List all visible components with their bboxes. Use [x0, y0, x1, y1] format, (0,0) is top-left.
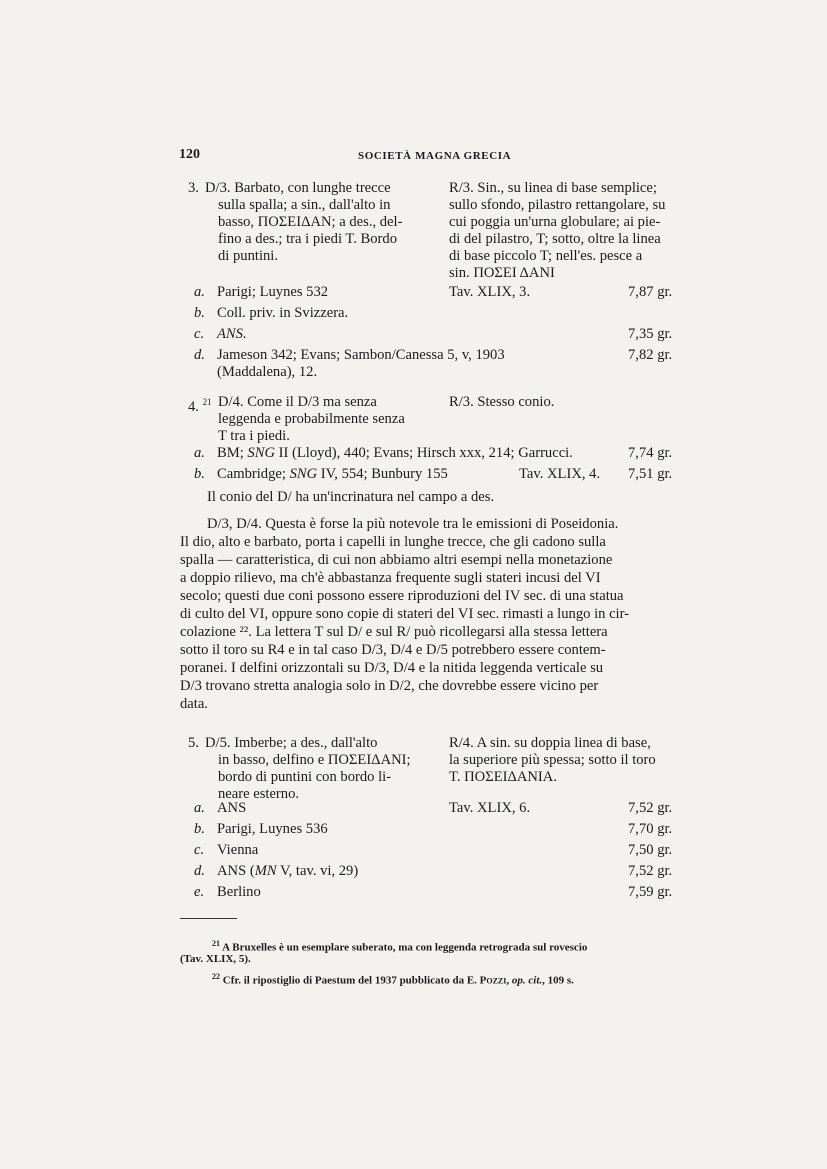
footnote-rule — [180, 918, 237, 919]
entry3-obverse — [205, 180, 402, 265]
weight: 7,87 gr. — [628, 284, 673, 300]
obverse-line: D/5. Imberbe; a des., dall'alto — [205, 735, 378, 751]
specimen-label: b. — [194, 305, 205, 321]
reverse-line: di del pilastro, T; sotto, oltre la linea — [449, 231, 661, 247]
obverse-line: D/4. Come il D/3 ma senza — [218, 394, 377, 410]
paragraph-line: di culto del VI, oppure sono copie di stateri del VI sec. rimasti a lungo in cir- — [180, 606, 630, 622]
weight: 7,51 gr. — [628, 466, 673, 482]
paragraph-line: data. — [180, 696, 208, 712]
paragraph-line: D/3 trovano stretta analogia solo in D/2, che dovrebbe essere vicino per — [180, 678, 599, 694]
obverse-line: leggenda e probabilmente senza — [218, 411, 405, 427]
specimen-text: ANS (MN V, tav. vi, 29) — [217, 863, 359, 879]
specimen-text: Parigi, Luynes 536 — [217, 821, 328, 837]
plate-ref: Tav. XLIX, 3. — [449, 284, 531, 300]
entry4-note: Il conio del D/ ha un'incrinatura nel campo a des. — [207, 489, 495, 505]
specimen-label: a. — [194, 445, 205, 461]
specimen-label: b. — [194, 821, 205, 837]
specimen-text: Coll. priv. in Svizzera. — [217, 305, 349, 321]
plate-ref: Tav. XLIX, 4. — [519, 466, 601, 482]
weight: 7,35 gr. — [628, 326, 673, 342]
entry4-reverse: R/3. Stesso conio. — [449, 394, 555, 410]
weight: 7,50 gr. — [628, 842, 673, 858]
entry-number: 3. — [188, 180, 199, 196]
specimen-text: ANS — [217, 800, 247, 816]
specimen-label: a. — [194, 800, 205, 816]
plate-ref: Tav. XLIX, 6. — [449, 800, 531, 816]
weight: 7,70 gr. — [628, 821, 673, 837]
obverse-line: bordo di puntini con bordo li- — [218, 769, 392, 785]
specimen-label: b. — [194, 466, 205, 482]
specimen-label: c. — [194, 842, 205, 858]
specimen-text: Berlino — [217, 884, 261, 900]
specimen-text: BM; SNG II (Lloyd), 440; Evans; Hirsch xxx, 214; Garrucci. — [217, 445, 573, 461]
specimen-text: Parigi; Luynes 532 — [217, 284, 329, 300]
obverse-line: basso, ΠΟΣΕΙΔΑΝ; a des., del- — [218, 214, 403, 230]
reverse-line: sullo sfondo, pilastro rettangolare, su — [449, 197, 666, 213]
weight: 7,52 gr. — [628, 863, 673, 879]
paragraph-line: D/3, D/4. Questa è forse la più notevole tra le emissioni di Poseidonia. — [207, 516, 619, 532]
specimen-text: Vienna — [217, 842, 259, 858]
entry5-reverse — [449, 735, 656, 786]
footnote-ref: 21 — [202, 397, 212, 407]
footnote-21-cont: (Tav. XLIX, 5). — [180, 953, 251, 965]
reverse-line: R/3. Sin., su linea di base semplice; — [449, 180, 657, 196]
obverse-line: D/3. Barbato, con lunghe trecce — [205, 180, 391, 196]
specimen-label: d. — [194, 347, 205, 363]
paragraph-line: sotto il toro su R4 e in tal caso D/3, D/4 e D/5 potrebbero essere contem- — [180, 642, 606, 658]
specimen-text: Cambridge; SNG IV, 554; Bunbury 155 — [217, 466, 448, 482]
obverse-line: T tra i piedi. — [218, 428, 290, 444]
entry-number: 5. — [188, 735, 199, 751]
reverse-line: di base piccolo T; nell'es. pesce a — [449, 248, 643, 264]
specimen-label: d. — [194, 863, 205, 879]
reverse-line: cui poggia un'urna globulare; ai pie- — [449, 214, 661, 230]
specimen-label: e. — [194, 884, 205, 900]
paragraph-line: colazione ²². La lettera T sul D/ e sul R/ può ricollegarsi alla stessa lettera — [180, 624, 608, 640]
paragraph-line: Il dio, alto e barbato, porta i capelli in lunghe trecce, che gli cadono sulla — [180, 534, 606, 550]
specimen-label: a. — [194, 284, 205, 300]
footnote-22: $^{22}$ Cfr. il ripostiglio di Paestum del 1937 pubblicato da E. Pozzi, op. cit., 109 s. — [212, 972, 574, 987]
obverse-line: di puntini. — [218, 248, 278, 264]
paragraph-line: secolo; questi due coni possono essere riproduzioni del IV sec. di una statua — [180, 588, 624, 604]
entry4-obverse — [218, 394, 405, 445]
reverse-line: T. ΠΟΣΕΙΔΑΝΙΑ. — [449, 769, 557, 785]
page-number: 120 — [179, 147, 200, 162]
specimen-text: Jameson 342; Evans; Sambon/Canessa 5, v, 1903 — [217, 347, 505, 363]
reverse-line: la superiore più spessa; sotto il toro — [449, 752, 656, 768]
entry5-obverse — [205, 735, 411, 803]
weight: 7,82 gr. — [628, 347, 673, 363]
weight: 7,74 gr. — [628, 445, 673, 461]
weight: 7,52 gr. — [628, 800, 673, 816]
paragraph-line: a doppio rilievo, ma ch'è abbastanza frequente sugli stateri incusi del VI — [180, 570, 601, 586]
reverse-line: R/4. A sin. su doppia linea di base, — [449, 735, 651, 751]
footnote-21: $^{21}$ A Bruxelles è un esemplare suberato, ma con leggenda retrograda sul rovescio — [212, 939, 588, 954]
reverse-line: sin. ΠΟΣΕΙ ΔΑΝΙ — [449, 265, 555, 281]
entry-number: 4. $^{21}$ — [188, 397, 212, 415]
obverse-line: in basso, delfino e ΠΟΣΕΙΔΑΝΙ; — [218, 752, 411, 768]
specimen-text: ANS. — [217, 326, 247, 342]
obverse-line: neare esterno. — [218, 786, 300, 802]
specimen-label: c. — [194, 326, 205, 342]
obverse-line: fino a des.; tra i piedi T. Bordo — [218, 231, 398, 247]
specimen-text-cont: (Maddalena), 12. — [217, 364, 318, 380]
paragraph-line: poranei. I delfini orizzontali su D/3, D/4 e la nitida leggenda verticale su — [180, 660, 604, 676]
weight: 7,59 gr. — [628, 884, 673, 900]
running-title: SOCIETÀ MAGNA GRECIA — [358, 150, 512, 162]
paragraph-line: spalla — caratteristica, di cui non abbiamo altri esempi nella monetazione — [180, 552, 613, 568]
entry3-reverse — [449, 180, 665, 282]
obverse-line: sulla spalla; a sin., dall'alto in — [218, 197, 391, 213]
